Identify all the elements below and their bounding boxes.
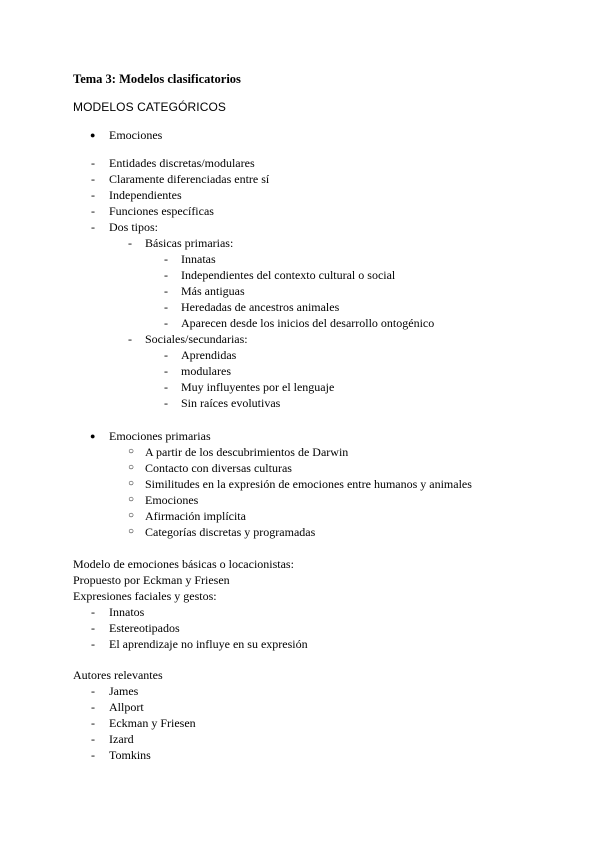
list-item: Estereotipados <box>109 621 180 635</box>
list-item: Funciones específicas <box>109 204 214 218</box>
dash-marker: - <box>128 332 132 346</box>
list-item: El aprendizaje no influye en su expresión <box>109 637 308 651</box>
circle-marker: ○ <box>128 526 135 537</box>
list-item: modulares <box>181 364 231 378</box>
list-item: Eckman y Friesen <box>109 716 196 730</box>
emociones-label: Emociones <box>109 128 163 142</box>
dash-marker: - <box>91 748 95 762</box>
list-item: Allport <box>109 700 144 714</box>
basicas-label: Básicas primarias: <box>145 236 234 250</box>
primarias-label: Emociones primarias <box>109 429 211 443</box>
circle-marker: ○ <box>128 494 135 505</box>
list-item: Categorías discretas y programadas <box>145 525 316 539</box>
list-item: Aprendidas <box>181 348 237 362</box>
list-item: Independientes del contexto cultural o social <box>181 268 396 282</box>
bullet-marker: ● <box>90 130 96 140</box>
dash-marker: - <box>91 204 95 218</box>
dash-marker: - <box>164 284 168 298</box>
dash-marker: - <box>164 380 168 394</box>
list-item: Afirmación implícita <box>145 509 246 523</box>
dash-marker: - <box>164 316 168 330</box>
list-item: Contacto con diversas culturas <box>145 461 292 475</box>
list-item: Similitudes en la expresión de emociones entre humanos y animales <box>145 477 472 491</box>
list-item: Entidades discretas/modulares <box>109 156 255 170</box>
list-item: Independientes <box>109 188 182 202</box>
circle-marker: ○ <box>128 462 135 473</box>
dash-marker: - <box>164 396 168 410</box>
autores-label: Autores relevantes <box>73 668 163 682</box>
list-item: Innatos <box>109 605 145 619</box>
dash-marker: - <box>91 156 95 170</box>
list-item: Izard <box>109 732 134 746</box>
dash-marker: - <box>91 684 95 698</box>
modelo-line: Propuesto por Eckman y Friesen <box>73 573 230 587</box>
dash-marker: - <box>164 364 168 378</box>
list-item: Emociones <box>145 493 199 507</box>
list-item: A partir de los descubrimientos de Darwin <box>145 445 349 459</box>
list-item: James <box>109 684 139 698</box>
dash-marker: - <box>164 348 168 362</box>
modelo-line: Expresiones faciales y gestos: <box>73 589 217 603</box>
list-item: Muy influyentes por el lenguaje <box>181 380 335 394</box>
modelo-line: Modelo de emociones básicas o locacionistas: <box>73 557 294 571</box>
dash-marker: - <box>91 220 95 234</box>
list-item: Tomkins <box>109 748 151 762</box>
dash-marker: - <box>91 700 95 714</box>
list-item: Innatas <box>181 252 216 266</box>
circle-marker: ○ <box>128 446 135 457</box>
section-heading: MODELOS CATEGÓRICOS <box>73 100 227 114</box>
dash-marker: - <box>164 252 168 266</box>
circle-marker: ○ <box>128 510 135 521</box>
dash-marker: - <box>91 637 95 651</box>
list-item: Más antiguas <box>181 284 245 298</box>
dash-marker: - <box>128 236 132 250</box>
document-title: Tema 3: Modelos clasificatorios <box>73 72 241 86</box>
dash-marker: - <box>91 188 95 202</box>
dash-marker: - <box>91 172 95 186</box>
dash-marker: - <box>164 268 168 282</box>
dash-marker: - <box>164 300 168 314</box>
dash-marker: - <box>91 621 95 635</box>
list-item: Dos tipos: <box>109 220 159 234</box>
dash-marker: - <box>91 732 95 746</box>
circle-marker: ○ <box>128 478 135 489</box>
sociales-label: Sociales/secundarias: <box>145 332 248 346</box>
dash-marker: - <box>91 605 95 619</box>
list-item: Sin raíces evolutivas <box>181 396 281 410</box>
bullet-marker: ● <box>90 431 96 441</box>
list-item: Heredadas de ancestros animales <box>181 300 340 314</box>
dash-marker: - <box>91 716 95 730</box>
list-item: Aparecen desde los inicios del desarrollo ontogénico <box>181 316 435 330</box>
list-item: Claramente diferenciadas entre sí <box>109 172 270 186</box>
